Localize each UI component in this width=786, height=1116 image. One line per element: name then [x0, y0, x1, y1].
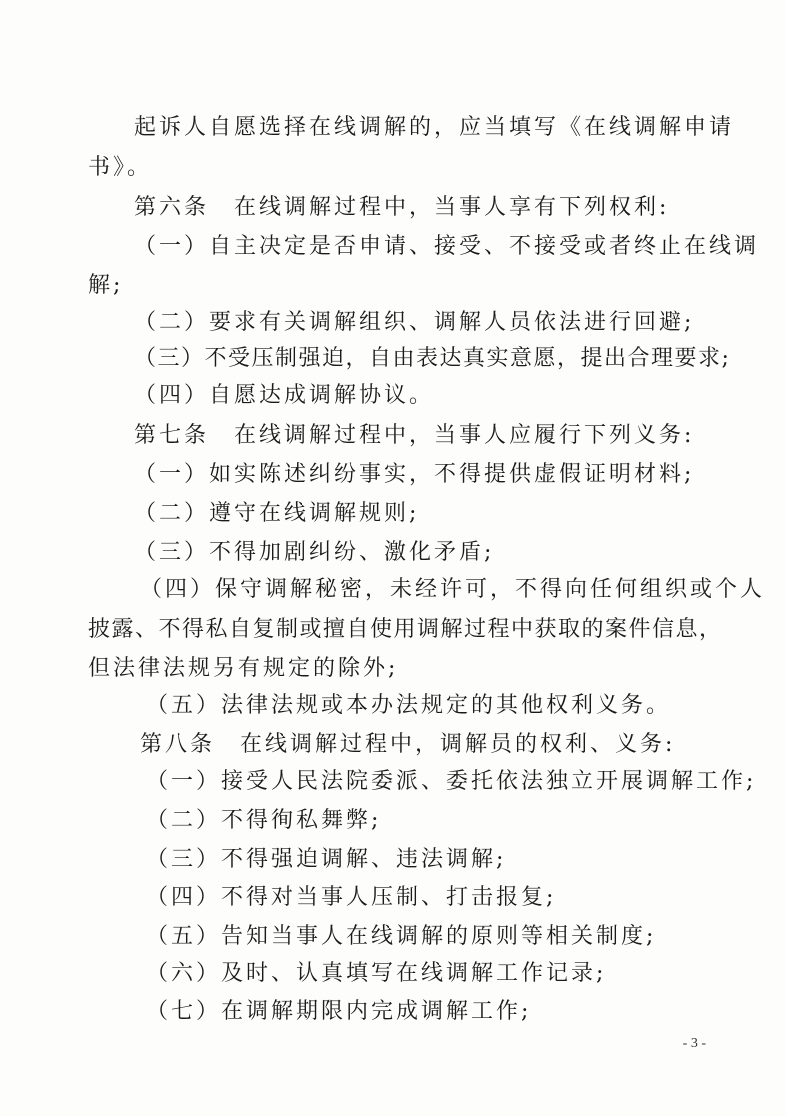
page-number: - 3 -	[682, 1036, 706, 1051]
paragraph-line: （三）不得加剧纠纷、激化矛盾;	[134, 540, 495, 565]
paragraph-line: （一）自主决定是否申请、接受、不接受或者终止在线调	[134, 234, 760, 259]
paragraph-line: （四）保守调解秘密，未经许可，不得向任何组织或个人	[140, 577, 766, 602]
paragraph-line: 书》。	[88, 155, 153, 180]
paragraph-line: （一）如实陈述纠纷事实，不得提供虚假证明材料;	[134, 462, 695, 487]
paragraph-line: 起诉人自愿选择在线调解的，应当填写《在线调解申请	[134, 115, 735, 140]
article-heading-line: 第六条 在线调解过程中，当事人享有下列权利:	[134, 195, 670, 220]
paragraph-line: （七）在调解期限内完成调解工作;	[146, 999, 532, 1024]
paragraph-line: （二）不得徇私舞弊;	[146, 808, 382, 833]
paragraph-line: （二）遵守在线调解规则;	[134, 501, 420, 526]
paragraph-line: （三）不受压制强迫，自由表达真实意愿，提出合理要求;	[134, 346, 731, 371]
article-heading-line: 第八条 在线调解过程中，调解员的权利、义务:	[140, 732, 676, 757]
paragraph-line: （三）不得强迫调解、违法调解;	[146, 847, 507, 872]
paragraph-line: （四）自愿达成调解协议。	[134, 383, 435, 408]
paragraph-line: 但法律法规另有规定的除外;	[88, 656, 399, 681]
paragraph-line: （二）要求有关调解组织、调解人员依法进行回避;	[134, 310, 695, 335]
paragraph-line: （五）告知当事人在线调解的原则等相关制度;	[146, 924, 657, 949]
paragraph-line: 解;	[88, 273, 124, 298]
paragraph-line: （五）法律法规或本办法规定的其他权利义务。	[146, 693, 672, 718]
paragraph-line: 披露、不得私自复制或擅自使用调解过程中获取的案件信息，	[88, 617, 723, 642]
paragraph-line: （四）不得对当事人压制、打击报复;	[146, 885, 557, 910]
paragraph-line: （一）接受人民法院委派、委托依法独立开展调解工作;	[146, 769, 757, 794]
paragraph-line: （六）及时、认真填写在线调解工作记录;	[146, 961, 607, 986]
article-heading-line: 第七条 在线调解过程中，当事人应履行下列义务:	[134, 423, 695, 448]
